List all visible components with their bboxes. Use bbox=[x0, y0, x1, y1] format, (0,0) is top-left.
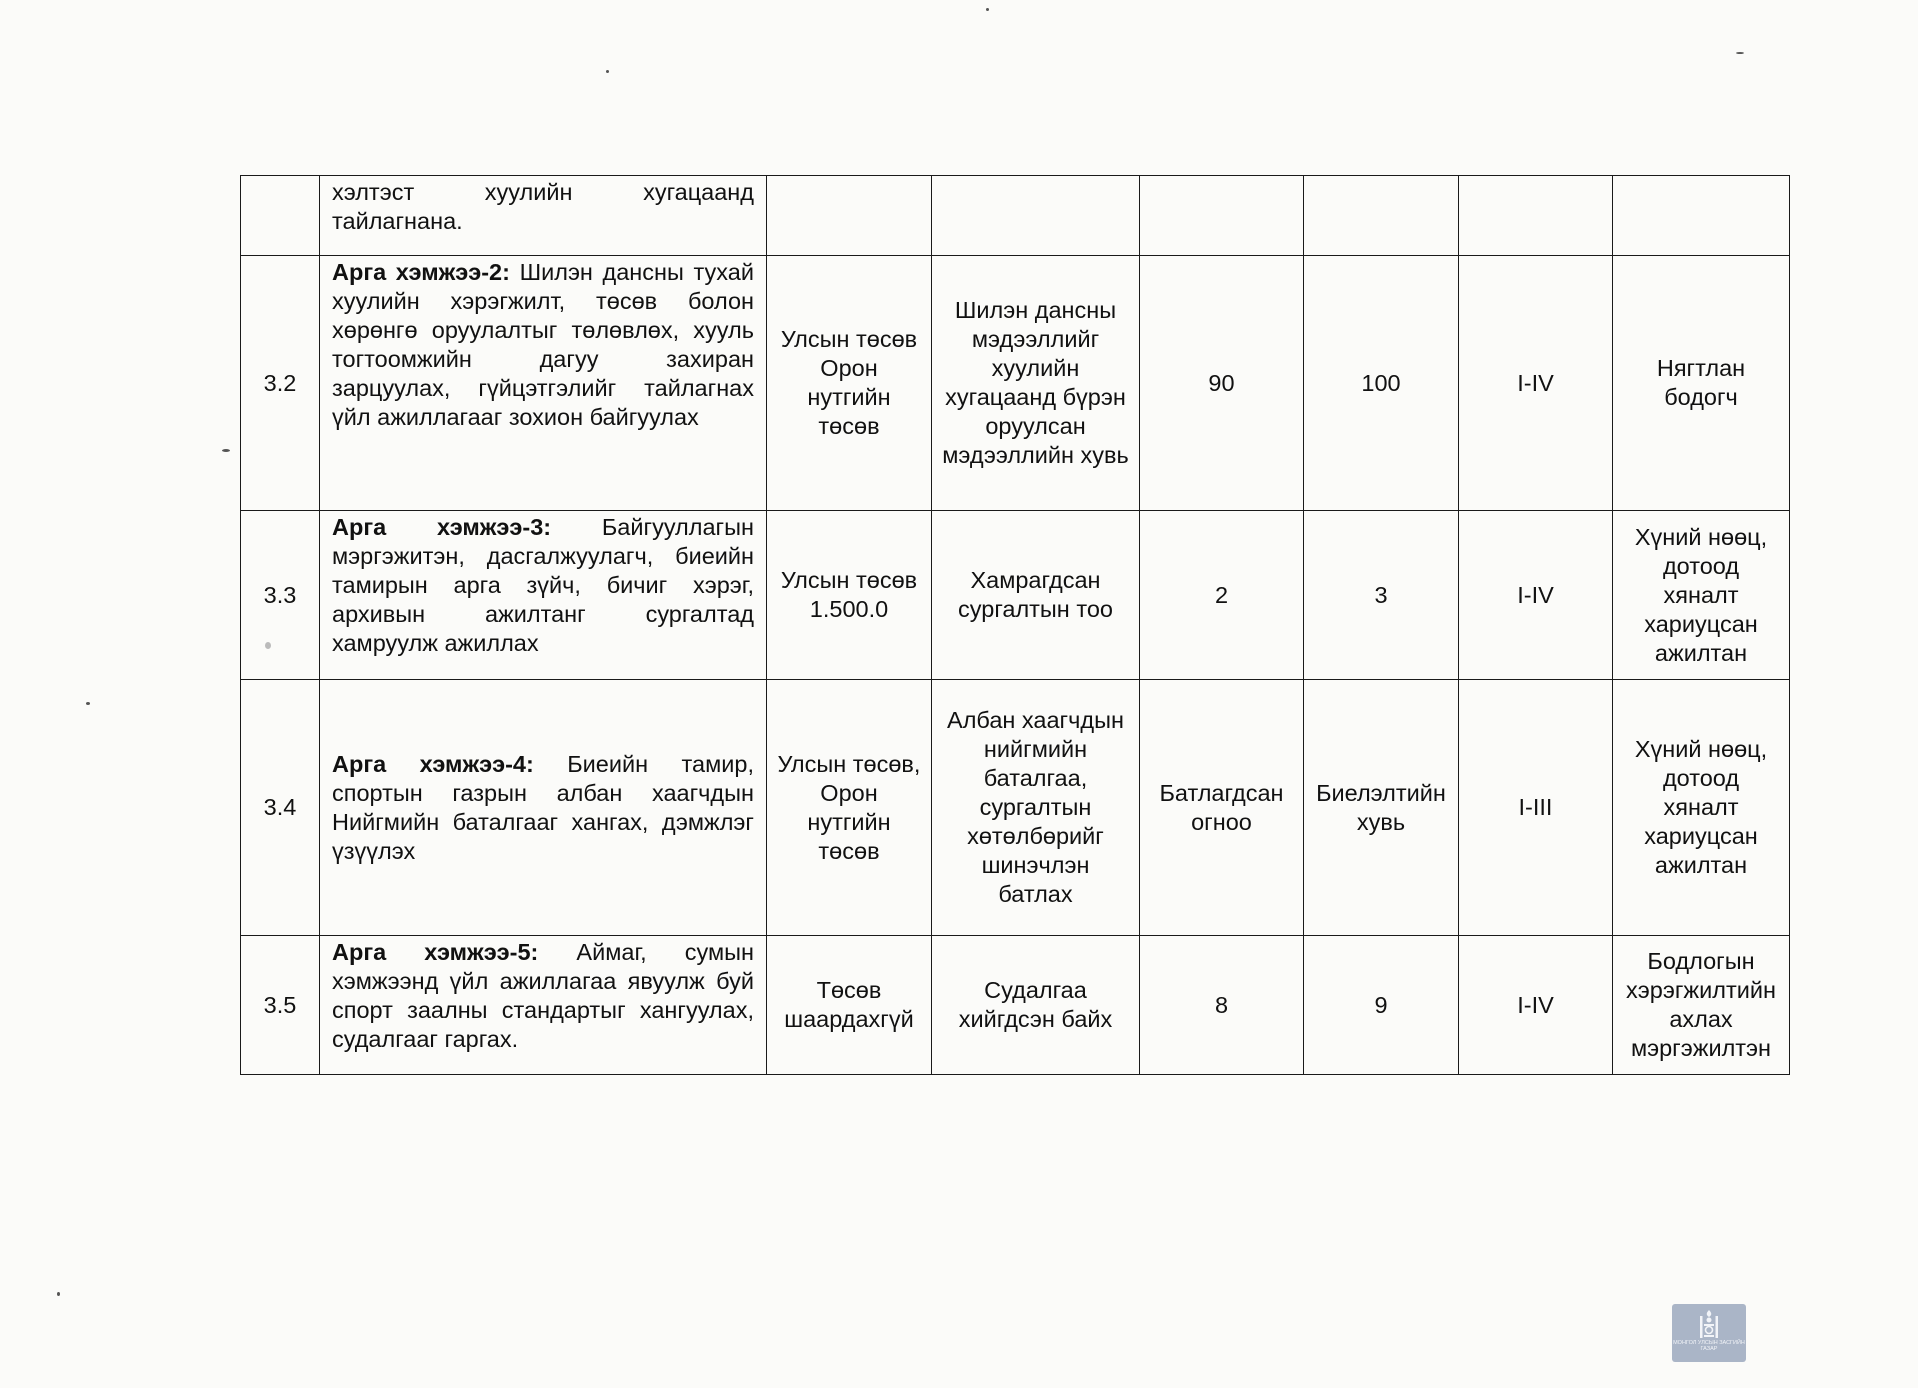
row-description-text: Аймаг, сумын хэмжээнд үйл ажиллагаа явуулж буй спорт заалны стандартыг хангуулах, судалгааг гаргах. bbox=[332, 939, 754, 1052]
row-indicator: Шилэн дансны мэдээллийг хуулийн хугацаанд бүрэн оруулсан мэдээллийн хувь bbox=[932, 256, 1140, 511]
row-budget bbox=[767, 176, 932, 256]
row-indicator: Хамрагдсан сургалтын тоо bbox=[932, 511, 1140, 680]
row-budget: Төсөв шаардахгүй bbox=[767, 936, 932, 1075]
row-period bbox=[1459, 176, 1613, 256]
scan-speck bbox=[606, 70, 609, 73]
scan-speck bbox=[86, 702, 90, 705]
scan-speck bbox=[986, 8, 989, 11]
row-target: Биелэлтийн хувь bbox=[1304, 680, 1459, 936]
row-description bbox=[320, 256, 767, 511]
scan-speck bbox=[57, 1292, 60, 1296]
row-description bbox=[320, 936, 767, 1075]
row-baseline: 2 bbox=[1140, 511, 1304, 680]
row-title: Арга хэмжээ-5: bbox=[332, 939, 539, 965]
row-number: 3.4 bbox=[241, 680, 320, 936]
table-row bbox=[241, 680, 1790, 936]
row-description-text: Байгууллагын мэргэжитэн, дасгалжуулагч, биеийн тамирын арга зүйч, бичиг хэрэг, архивын ажилтанг сургалтад хамруулж ажиллах bbox=[332, 514, 754, 656]
row-target bbox=[1304, 176, 1459, 256]
action-plan-table bbox=[240, 175, 1790, 1075]
row-period: I-IV bbox=[1459, 511, 1613, 680]
row-number: 3.5 bbox=[241, 936, 320, 1075]
row-description bbox=[320, 511, 767, 680]
table-row bbox=[241, 256, 1790, 511]
table-row bbox=[241, 511, 1790, 680]
row-title: Арга хэмжээ-3: bbox=[332, 514, 552, 540]
row-responsible: Нягтлан бодогч bbox=[1613, 256, 1790, 511]
scan-speck bbox=[265, 642, 271, 649]
seal-text: МОНГОЛ УЛСЫН ЗАСГИЙН ГАЗАР bbox=[1673, 1340, 1745, 1352]
row-period: I-IV bbox=[1459, 256, 1613, 511]
row-indicator bbox=[932, 176, 1140, 256]
scan-speck bbox=[1736, 52, 1744, 54]
row-baseline: 8 bbox=[1140, 936, 1304, 1075]
row-title: Арга хэмжээ-4: bbox=[332, 750, 534, 777]
row-baseline: Батлагдсан огноо bbox=[1140, 680, 1304, 936]
scan-speck bbox=[222, 449, 230, 452]
row-budget: Улсын төсөв, Орон нутгийн төсөв bbox=[767, 680, 932, 936]
row-period: I-IV bbox=[1459, 936, 1613, 1075]
row-description: хэлтэст хуулийн хугацаанд тайлагнана. bbox=[320, 176, 767, 256]
soyombo-icon bbox=[1698, 1308, 1720, 1340]
row-responsible: Бодлогын хэрэгжилтийн ахлах мэргэжилтэн bbox=[1613, 936, 1790, 1075]
row-indicator: Албан хаагчдын нийгмийн баталгаа, сургалтын хөтөлбөрийг шинэчлэн батлах bbox=[932, 680, 1140, 936]
row-title: Арга хэмжээ-2: bbox=[332, 259, 510, 285]
row-baseline bbox=[1140, 176, 1304, 256]
row-responsible bbox=[1613, 176, 1790, 256]
row-target: 3 bbox=[1304, 511, 1459, 680]
row-description bbox=[320, 680, 767, 936]
row-target: 9 bbox=[1304, 936, 1459, 1075]
table-row bbox=[241, 176, 1790, 256]
row-budget: Улсын төсөв 1.500.0 bbox=[767, 511, 932, 680]
row-description-text: Биеийн тамир, спортын газрын албан хаагчдын Нийгмийн баталгааг хангах, дэмжлэг үзүүлэх bbox=[332, 750, 754, 864]
row-period: I-III bbox=[1459, 680, 1613, 936]
row-target: 100 bbox=[1304, 256, 1459, 511]
row-number: 3.2 bbox=[241, 256, 320, 511]
row-responsible: Хүний нөөц, дотоод хяналт хариуцсан ажилтан bbox=[1613, 680, 1790, 936]
row-number bbox=[241, 176, 320, 256]
row-budget: Улсын төсөв Орон нутгийн төсөв bbox=[767, 256, 932, 511]
row-number: 3.3 bbox=[241, 511, 320, 680]
row-indicator: Судалгаа хийгдсэн байх bbox=[932, 936, 1140, 1075]
table-row bbox=[241, 936, 1790, 1075]
government-seal bbox=[1672, 1304, 1746, 1362]
row-baseline: 90 bbox=[1140, 256, 1304, 511]
row-responsible: Хүний нөөц, дотоод хяналт хариуцсан ажилтан bbox=[1613, 511, 1790, 680]
row-description-text: Шилэн дансны тухай хуулийн хэрэгжилт, төсөв болон хөрөнгө оруулалтыг төлөвлөх, хууль тогтоомжийн дагуу захиран зарцуулах, гүйцэтгэлийг тайлагнах үйл ажиллагааг зохион байгуулах bbox=[332, 259, 754, 430]
